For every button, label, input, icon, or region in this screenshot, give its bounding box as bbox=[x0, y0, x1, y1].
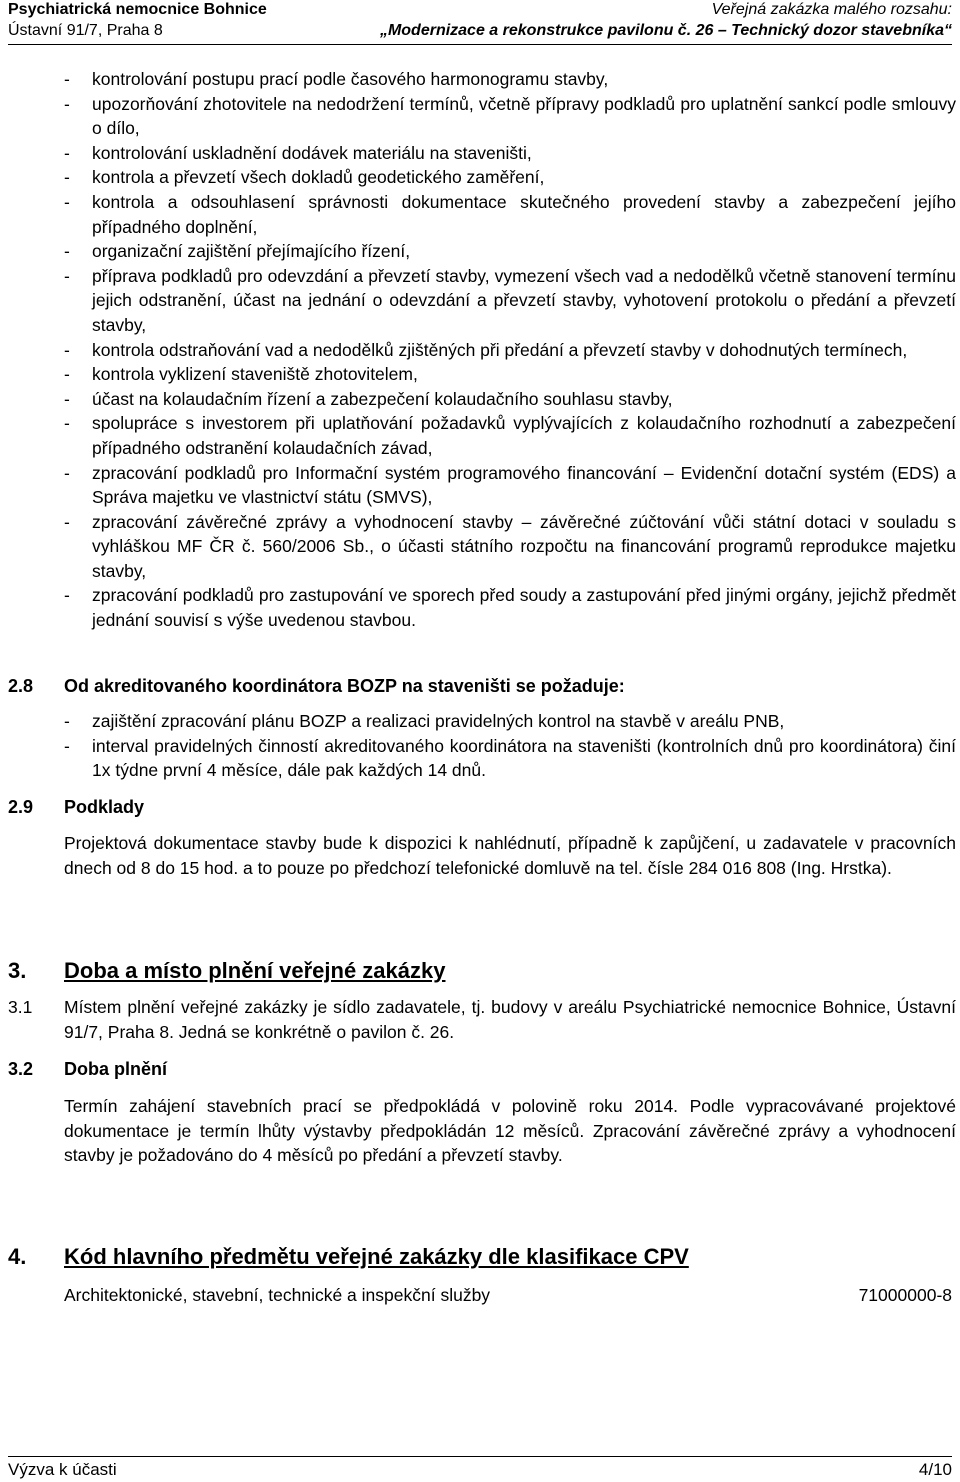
cpv-label: Architektonické, stavební, technické a inspekční služby bbox=[64, 1285, 491, 1305]
list-item: - zpracování podkladů pro Informační systém programového financování – Evidenční dotační systém (EDS) a Správa majetku ve vlastnictví státu (SMVS), bbox=[64, 461, 956, 510]
list-item: - kontrola odstraňování vad a nedodělků zjištěných při předání a převzetí stavby v dohodnutých termínech, bbox=[64, 338, 956, 363]
project-title: „Modernizace a rekonstrukce pavilonu č. 26 – Technický dozor stavebníka“ bbox=[379, 22, 952, 39]
page-header bbox=[8, 0, 952, 45]
list-item: - zpracování podkladů pro zastupování ve sporech před soudy a zastupování před jinými orgány, jejichž předmět jednání souvisí s výše uvedenou stavbou. bbox=[64, 583, 956, 632]
list-item: - kontrolování postupu prací podle časového harmonogramu stavby, bbox=[64, 67, 956, 92]
section-number: 4. bbox=[8, 1244, 27, 1269]
section-title: Od akreditovaného koordinátora BOZP na staveništi se požaduje: bbox=[64, 676, 625, 696]
duties-list bbox=[64, 67, 956, 633]
section-title: Doba a místo plnění veřejné zakázky bbox=[64, 958, 446, 983]
section-number: 2.9 bbox=[8, 797, 34, 817]
org-address: Ústavní 91/7, Praha 8 bbox=[8, 22, 163, 39]
list-item: - upozorňování zhotovitele na nedodržení termínů, včetně přípravy podkladů pro uplatnění sankcí podle smlouvy o dílo, bbox=[64, 92, 956, 141]
page-number: 4/10 bbox=[918, 1460, 952, 1479]
bozp-list bbox=[64, 709, 956, 783]
document-name: Výzva k účasti bbox=[8, 1460, 117, 1479]
list-item: - kontrola a převzetí všech dokladů geodetického zaměření, bbox=[64, 165, 956, 190]
section-3-1-text: Místem plnění veřejné zakázky je sídlo zadavatele, tj. budovy v areálu Psychiatrické nemocnice Bohnice, Ústavní 91/7, Praha 8. Jedná se konkrétně o pavilon č. 26. bbox=[64, 997, 956, 1042]
section-number: 3. bbox=[8, 958, 27, 983]
list-item: - příprava podkladů pro odevzdání a převzetí stavby, vymezení všech vad a nedodělků včetně stanovení termínu jejich odstranění, účast na jednání o odevzdání a převzetí stavby, vyhotovení protokolu o předání a převzetí stavby, bbox=[64, 264, 956, 338]
list-item: - kontrola vyklizení staveniště zhotovitelem, bbox=[64, 362, 956, 387]
section-title: Doba plnění bbox=[64, 1059, 167, 1079]
org-name: Psychiatrická nemocnice Bohnice bbox=[8, 1, 267, 18]
list-item: - zajištění zpracování plánu BOZP a realizaci pravidelných kontrol na stavbě v areálu PNB, bbox=[64, 709, 956, 734]
section-2-9-text: Projektová dokumentace stavby bude k dispozici k nahlédnutí, případně k zapůjčení, u zadavatele v pracovních dnech od 8 do 15 hod. a to pouze po předchozí telefonické domluvě na tel. čísle 284 016 808 (Ing. Hrstka). bbox=[64, 833, 956, 878]
list-item: - kontrola a odsouhlasení správnosti dokumentace skutečného provedení stavby a zabezpečení jejího případného doplnění, bbox=[64, 190, 956, 239]
list-item: - interval pravidelných činností akreditovaného koordinátora na staveništi (kontrolních dnů pro koordinátora) činí 1x týdne první 4 měsíce, dále pak každých 14 dnů. bbox=[64, 734, 956, 783]
list-item: - kontrolování uskladnění dodávek materiálu na staveništi, bbox=[64, 141, 956, 166]
section-number: 2.8 bbox=[8, 676, 34, 696]
page-footer bbox=[8, 1456, 952, 1482]
section-title: Podklady bbox=[64, 797, 145, 817]
contract-type: Veřejná zakázka malého rozsahu: bbox=[711, 1, 952, 18]
section-number: 3.2 bbox=[8, 1059, 34, 1079]
list-item: - účast na kolaudačním řízení a zabezpečení kolaudačního souhlasu stavby, bbox=[64, 387, 956, 412]
list-item: - organizační zajištění přejímajícího řízení, bbox=[64, 239, 956, 264]
list-item: - zpracování závěrečné zprávy a vyhodnocení stavby – závěrečné zúčtování vůči státní dotaci v souladu s vyhláškou MF ČR č. 560/2006 Sb., o účasti státního rozpočtu na financování programů reprodukce majetku stavby, bbox=[64, 510, 956, 584]
section-3-2-text: Termín zahájení stavebních prací se předpokládá v polovině roku 2014. Podle vypracovávané projektové dokumentace je termín lhůty výstavby předpokládán 12 měsíců. Zpracování závěrečné zprávy a vyhodnocení stavby je požadováno do 4 měsíců po předání a převzetí stavby. bbox=[64, 1096, 956, 1166]
section-number: 3.1 bbox=[8, 997, 33, 1017]
list-item: - spolupráce s investorem při uplatňování požadavků vyplývajících z kolaudačního rozhodnutí a zabezpečení případného odstranění kolaudačních závad, bbox=[64, 411, 956, 460]
cpv-code: 71000000-8 bbox=[858, 1285, 952, 1305]
section-title: Kód hlavního předmětu veřejné zakázky dle klasifikace CPV bbox=[64, 1244, 689, 1269]
